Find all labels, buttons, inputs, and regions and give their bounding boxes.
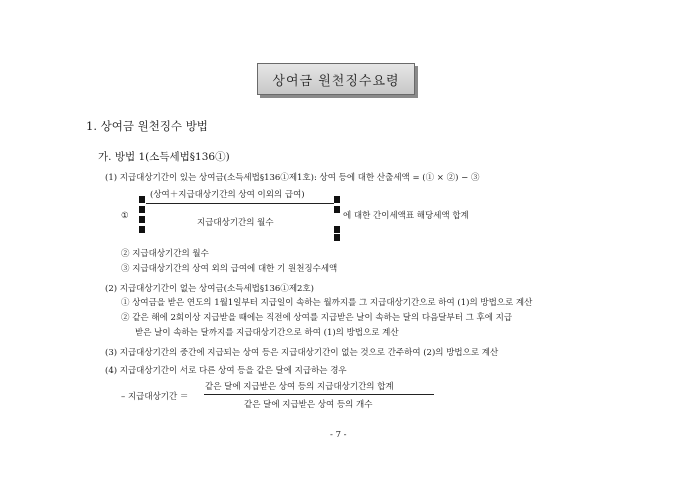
item1-heading: (1) 지급대상기간이 있는 상여금(소득세법§136①제1호): 상여 등에 대한 산출세액 = (① × ②) − ③ xyxy=(105,173,480,183)
item4-numerator: 같은 달에 지급받은 상여 등의 지급대상기간의 합계 xyxy=(205,382,394,392)
bracket-block-left-bottom xyxy=(139,226,145,233)
bracket-block-right-bottom xyxy=(334,226,340,233)
subsection-heading: 가. 방법 1(소득세법§136①) xyxy=(98,151,230,163)
document-title: 상여금 원천징수요령 xyxy=(272,73,400,89)
formula-right-text: 에 대한 간이세액표 해당세액 합계 xyxy=(343,211,469,221)
section-heading: 1. 상여금 원천징수 방법 xyxy=(86,119,208,133)
item1-sub2: ② 지급대상기간의 월수 xyxy=(121,249,209,259)
formula-numerator: (상여＋지급대상기간의 상여 이외의 급여) xyxy=(150,190,305,200)
bracket-block-left-top xyxy=(139,196,145,203)
formula-denominator: 지급대상기간의 월수 xyxy=(197,218,274,228)
item2-heading: (2) 지급대상기간이 없는 상여금(소득세법§136①제2호) xyxy=(105,284,314,294)
item4-fraction-bar xyxy=(204,394,434,395)
item4-heading: (4) 지급대상기간이 서로 다른 상여 등을 같은 달에 지급하는 경우 xyxy=(105,366,347,376)
page-number: - 7 - xyxy=(330,430,347,440)
bracket-block-right-mid xyxy=(334,206,340,213)
item4-formula-label: – 지급대상기간 ＝ xyxy=(121,392,189,402)
document-title-box xyxy=(257,63,415,95)
bracket-block-right-bottom2 xyxy=(334,234,340,241)
item2-sub1: ① 상여금을 받은 연도의 1월1일부터 지급일이 속하는 월까지를 그 지급대상기간으로 하여 (1)의 방법으로 계산 xyxy=(121,298,533,308)
formula-marker: ① xyxy=(121,211,129,221)
item4-denominator: 같은 달에 지급받은 상여 등의 개수 xyxy=(244,400,373,410)
bracket-block-left-mid2 xyxy=(139,216,145,223)
item2-sub2-line1: ② 같은 해에 2회이상 지급받을 때에는 직전에 상여를 지급받은 날이 속하는 달의 다음달부터 그 후에 지급 xyxy=(121,313,513,323)
fraction-bar xyxy=(146,203,334,204)
item3-text: (3) 지급대상기간의 중간에 지급되는 상여 등은 지급대상기간이 없는 것으로 간주하여 (2)의 방법으로 계산 xyxy=(105,348,499,358)
bracket-block-left-mid xyxy=(139,206,145,213)
item1-sub3: ③ 지급대상기간의 상여 외의 급여에 대한 기 원천징수세액 xyxy=(121,264,338,274)
item2-sub2-line2: 받은 날이 속하는 달까지를 지급대상기간으로 하여 (1)의 방법으로 계산 xyxy=(135,328,399,338)
bracket-block-right-top xyxy=(334,196,340,203)
